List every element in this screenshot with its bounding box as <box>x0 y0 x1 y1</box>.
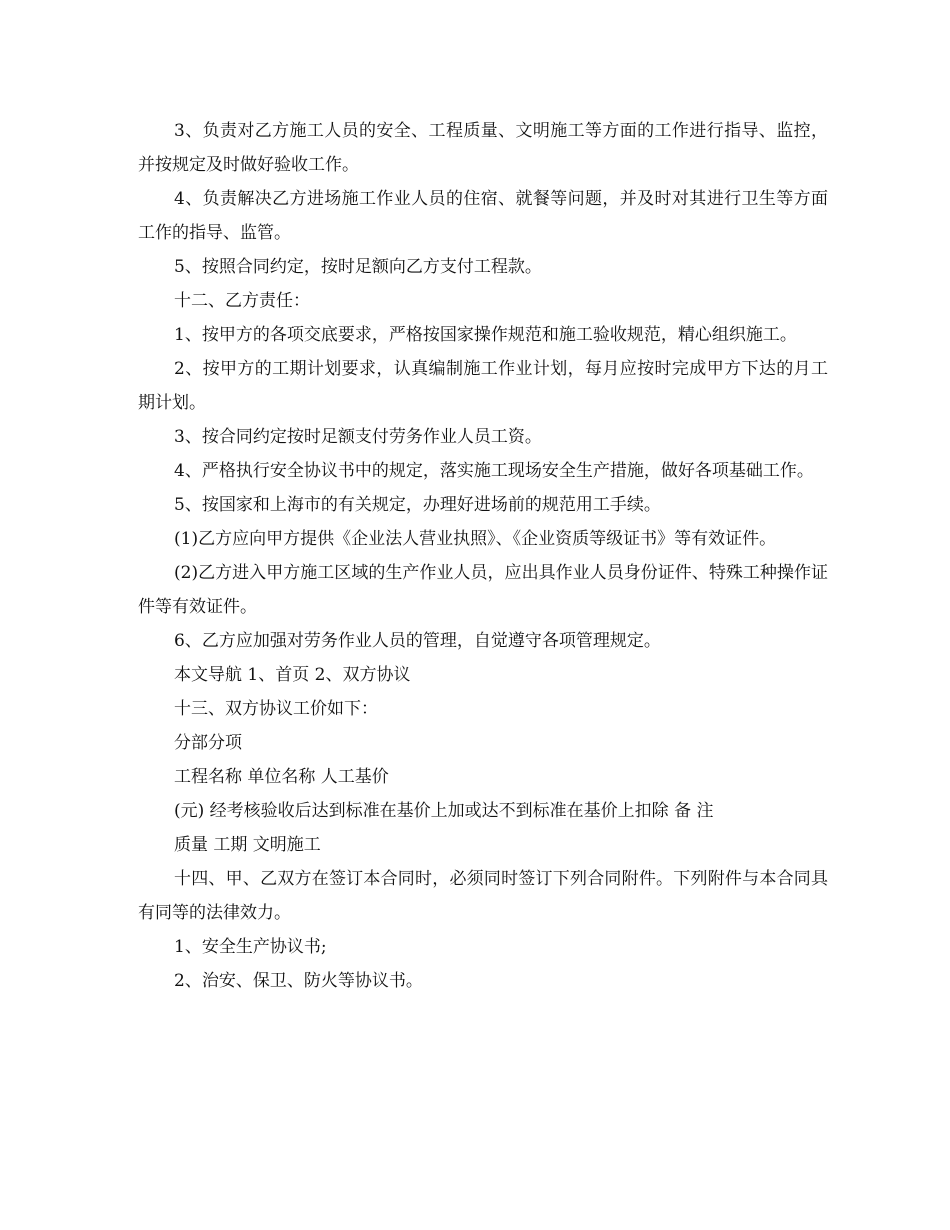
paragraph-7: 3、按合同约定按时足额支付劳务作业人员工资。 <box>174 427 542 447</box>
paragraph-12: 6、乙方应加强对劳务作业人员的管理，自觉遵守各项管理规定。 <box>174 631 661 651</box>
paragraph-2: 4、负责解决乙方进场施工作业人员的住宿、就餐等问题，并及时对其进行卫生等方面工作的指导、监管。 <box>138 189 828 243</box>
section-heading-13: 十三、双方协议工价如下： <box>174 699 378 719</box>
table-header-line-4: 质量 工期 文明施工 <box>174 835 321 855</box>
paragraph-3: 5、按照合同约定，按时足额向乙方支付工程款。 <box>174 257 542 277</box>
attachment-item-1: 1、安全生产协议书; <box>174 937 327 957</box>
paragraph-1: 3、负责对乙方施工人员的安全、工程质量、文明施工等方面的工作进行指导、监控，并按规定及时做好验收工作。 <box>138 121 828 175</box>
document-body <box>138 114 828 998</box>
section-heading-14: 十四、甲、乙双方在签订本合同时，必须同时签订下列合同附件。下列附件与本合同具有同等的法律效力。 <box>138 869 828 923</box>
paragraph-5: 1、按甲方的各项交底要求，严格按国家操作规范和施工验收规范，精心组织施工。 <box>174 325 797 345</box>
paragraph-11: (2)乙方进入甲方施工区域的生产作业人员，应出具作业人员身份证件、特殊工种操作证件等有效证件。 <box>138 563 828 617</box>
paragraph-9: 5、按国家和上海市的有关规定，办理好进场前的规范用工手续。 <box>174 495 661 515</box>
paragraph-8: 4、严格执行安全协议书中的规定，落实施工现场安全生产措施，做好各项基础工作。 <box>174 461 814 481</box>
article-navigation: 本文导航 1、首页 2、双方协议 <box>174 665 411 685</box>
table-header-line-3: (元) 经考核验收后达到标准在基价上加或达不到标准在基价上扣除 备 注 <box>174 801 714 821</box>
paragraph-6: 2、按甲方的工期计划要求，认真编制施工作业计划，每月应按时完成甲方下达的月工期计划。 <box>138 359 828 413</box>
section-heading-12: 十二、乙方责任： <box>174 291 310 311</box>
table-header-line-1: 分部分项 <box>174 733 242 753</box>
paragraph-10: (1)乙方应向甲方提供《企业法人营业执照》、《企业资质等级证书》等有效证件。 <box>174 529 777 549</box>
attachment-item-2: 2、治安、保卫、防火等协议书。 <box>174 971 423 991</box>
table-header-line-2: 工程名称 单位名称 人工基价 <box>174 767 389 787</box>
